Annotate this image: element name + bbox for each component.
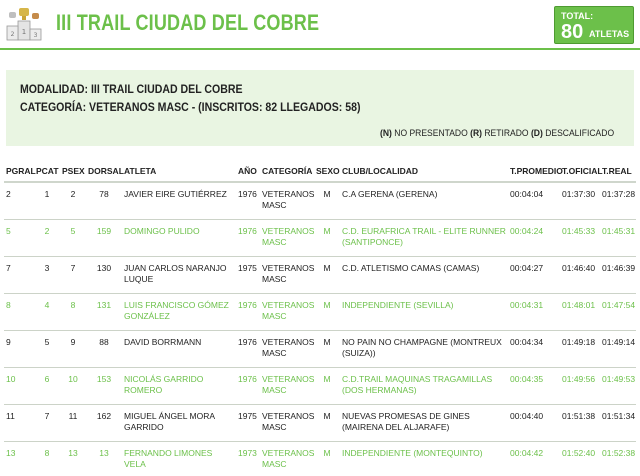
col-pcat-cell: 1: [34, 182, 60, 219]
col-ano-cell: 1976: [236, 330, 260, 367]
table-row[interactable]: [4, 293, 636, 330]
col-ano-header: AÑO: [236, 160, 260, 182]
col-psex-cell: 13: [60, 441, 86, 476]
col-club-cell: NUEVAS PROMESAS DE GINES (MAIRENA DEL ALJARAFE): [340, 404, 508, 441]
col-atleta-cell: NICOLÁS GARRIDO ROMERO: [122, 367, 236, 404]
col-treal-cell: 01:45:31: [600, 219, 636, 256]
col-pcat-cell: 3: [34, 256, 60, 293]
col-dorsal-cell: 131: [86, 293, 122, 330]
col-pgral-cell: 7: [4, 256, 34, 293]
col-psex-cell: 8: [60, 293, 86, 330]
legend-d-code: (D): [530, 128, 543, 139]
col-sexo-cell: M: [314, 182, 340, 219]
col-dorsal-cell: 153: [86, 367, 122, 404]
col-sexo-cell: M: [314, 219, 340, 256]
col-dorsal-cell: 159: [86, 219, 122, 256]
col-treal-cell: 01:46:39: [600, 256, 636, 293]
col-sexo-cell: M: [314, 256, 340, 293]
col-tpromedio-cell: 00:04:31: [508, 293, 560, 330]
col-toficial-cell: 01:52:40: [560, 441, 600, 476]
col-psex-cell: 10: [60, 367, 86, 404]
col-sexo-cell: M: [314, 367, 340, 404]
col-categoria-cell: VETERANOS MASC: [260, 182, 314, 219]
col-toficial-header: T.OFICIAL: [560, 160, 600, 182]
col-psex-cell: 9: [60, 330, 86, 367]
col-sexo-header: SEXO: [314, 160, 340, 182]
col-ano-cell: 1975: [236, 404, 260, 441]
svg-text:1: 1: [21, 28, 27, 36]
col-dorsal-header: DORSAL: [86, 160, 122, 182]
col-toficial-cell: 01:49:56: [560, 367, 600, 404]
col-tpromedio-cell: 00:04:27: [508, 256, 560, 293]
col-ano-cell: 1976: [236, 219, 260, 256]
race-info-panel: [6, 70, 634, 146]
col-sexo-cell: M: [314, 441, 340, 476]
total-count: 80: [561, 21, 584, 43]
col-tpromedio-cell: 00:04:04: [508, 182, 560, 219]
col-tpromedio-cell: 00:04:34: [508, 330, 560, 367]
legend-n-code: (N): [379, 128, 392, 139]
legend-d-text: DESCALIFICADO: [542, 128, 614, 139]
col-treal-header: T.REAL: [600, 160, 636, 182]
col-atleta-cell: MIGUEL ÁNGEL MORA GARRIDO: [122, 404, 236, 441]
categoria-text: CATEGORÍA: VETERANOS MASC - (INSCRITOS: 82 LLEGADOS: 58): [20, 100, 361, 114]
table-row[interactable]: [4, 219, 636, 256]
header-bar: [0, 0, 640, 44]
col-ano-cell: 1973: [236, 441, 260, 476]
col-pgral-cell: 5: [4, 219, 34, 256]
col-toficial-cell: 01:37:30: [560, 182, 600, 219]
col-pcat-header: PCAT: [34, 160, 60, 182]
col-psex-header: PSEX: [60, 160, 86, 182]
table-row[interactable]: [4, 182, 636, 219]
table-row[interactable]: [4, 330, 636, 367]
table-row[interactable]: [4, 256, 636, 293]
col-atleta-cell: DAVID BORRMANN: [122, 330, 236, 367]
col-tpromedio-cell: 00:04:24: [508, 219, 560, 256]
col-atleta-cell: FERNANDO LIMONES VELA: [122, 441, 236, 476]
col-club-cell: C.D. EURAFRICA TRAIL - ELITE RUNNER (SANTIPONCE): [340, 219, 508, 256]
col-categoria-cell: VETERANOS MASC: [260, 441, 314, 476]
col-pcat-cell: 2: [34, 219, 60, 256]
col-pcat-cell: 5: [34, 330, 60, 367]
col-categoria-cell: VETERANOS MASC: [260, 293, 314, 330]
col-pcat-cell: 4: [34, 293, 60, 330]
col-pgral-cell: 10: [4, 367, 34, 404]
legend-r-code: (R): [470, 128, 482, 139]
modalidad-text: MODALIDAD: III TRAIL CIUDAD DEL COBRE: [20, 82, 243, 96]
status-legend: [380, 128, 614, 139]
col-toficial-cell: 01:45:33: [560, 219, 600, 256]
col-sexo-cell: M: [314, 404, 340, 441]
col-tpromedio-cell: 00:04:35: [508, 367, 560, 404]
col-treal-cell: 01:49:14: [600, 330, 636, 367]
col-pcat-cell: 6: [34, 367, 60, 404]
col-toficial-cell: 01:49:18: [560, 330, 600, 367]
col-treal-cell: 01:49:53: [600, 367, 636, 404]
col-dorsal-cell: 130: [86, 256, 122, 293]
col-categoria-cell: VETERANOS MASC: [260, 367, 314, 404]
col-pcat-cell: 7: [34, 404, 60, 441]
col-club-cell: INDEPENDIENTE (MONTEQUINTO): [340, 441, 508, 476]
col-tpromedio-header: T.PROMEDIO: [508, 160, 560, 182]
col-categoria-header: CATEGORÍA: [260, 160, 314, 182]
col-atleta-cell: DOMINGO PULIDO: [122, 219, 236, 256]
col-pgral-cell: 8: [4, 293, 34, 330]
col-psex-cell: 2: [60, 182, 86, 219]
col-treal-cell: 01:37:28: [600, 182, 636, 219]
col-toficial-cell: 01:51:38: [560, 404, 600, 441]
svg-text:3: 3: [33, 32, 38, 39]
col-ano-cell: 1976: [236, 367, 260, 404]
col-categoria-cell: VETERANOS MASC: [260, 219, 314, 256]
col-pgral-cell: 9: [4, 330, 34, 367]
col-toficial-cell: 01:46:40: [560, 256, 600, 293]
col-sexo-cell: M: [314, 293, 340, 330]
total-unit: ATLETAS: [589, 29, 630, 39]
col-ano-cell: 1976: [236, 293, 260, 330]
col-categoria-cell: VETERANOS MASC: [260, 256, 314, 293]
col-categoria-cell: VETERANOS MASC: [260, 330, 314, 367]
col-club-cell: C.D. ATLETISMO CAMAS (CAMAS): [340, 256, 508, 293]
results-table: [4, 160, 636, 476]
col-dorsal-cell: 13: [86, 441, 122, 476]
total-athletes-badge: [554, 6, 634, 44]
table-row[interactable]: [4, 441, 636, 476]
col-pgral-cell: 2: [4, 182, 34, 219]
col-psex-cell: 5: [60, 219, 86, 256]
col-ano-cell: 1975: [236, 256, 260, 293]
table-row[interactable]: [4, 404, 636, 441]
col-treal-cell: 01:51:34: [600, 404, 636, 441]
col-pgral-header: PGRAL: [4, 160, 34, 182]
col-sexo-cell: M: [314, 330, 340, 367]
col-tpromedio-cell: 00:04:40: [508, 404, 560, 441]
podium-trophy-icon: [6, 6, 42, 42]
legend-r-text: RETIRADO: [481, 128, 531, 139]
col-treal-cell: 01:47:54: [600, 293, 636, 330]
table-row[interactable]: [4, 367, 636, 404]
legend-n-text: NO PRESENTADO: [391, 128, 471, 139]
col-dorsal-cell: 88: [86, 330, 122, 367]
col-pgral-cell: 11: [4, 404, 34, 441]
col-atleta-header: ATLETA: [122, 160, 236, 182]
col-atleta-cell: JUAN CARLOS NARANJO LUQUE: [122, 256, 236, 293]
col-psex-cell: 11: [60, 404, 86, 441]
total-label: TOTAL:: [561, 11, 594, 21]
col-toficial-cell: 01:48:01: [560, 293, 600, 330]
col-tpromedio-cell: 00:04:42: [508, 441, 560, 476]
col-pcat-cell: 8: [34, 441, 60, 476]
col-psex-cell: 7: [60, 256, 86, 293]
col-categoria-cell: VETERANOS MASC: [260, 404, 314, 441]
col-treal-cell: 01:52:38: [600, 441, 636, 476]
col-atleta-cell: LUIS FRANCISCO GÓMEZ GONZÁLEZ: [122, 293, 236, 330]
col-club-cell: C.A GERENA (GERENA): [340, 182, 508, 219]
col-atleta-cell: JAVIER EIRE GUTIÉRREZ: [122, 182, 236, 219]
svg-text:2: 2: [10, 31, 15, 38]
header-divider: [0, 48, 640, 50]
col-club-header: CLUB/LOCALIDAD: [340, 160, 508, 182]
col-pgral-cell: 13: [4, 441, 34, 476]
col-club-cell: C.D.TRAIL MAQUINAS TRAGAMILLAS (DOS HERMANAS): [340, 367, 508, 404]
table-header-row: [4, 160, 636, 182]
col-ano-cell: 1976: [236, 182, 260, 219]
page-title: III TRAIL CIUDAD DEL COBRE: [56, 10, 320, 35]
col-dorsal-cell: 78: [86, 182, 122, 219]
col-club-cell: INDEPENDIENTE (SEVILLA): [340, 293, 508, 330]
col-dorsal-cell: 162: [86, 404, 122, 441]
col-club-cell: NO PAIN NO CHAMPAGNE (MONTREUX (SUIZA)): [340, 330, 508, 367]
